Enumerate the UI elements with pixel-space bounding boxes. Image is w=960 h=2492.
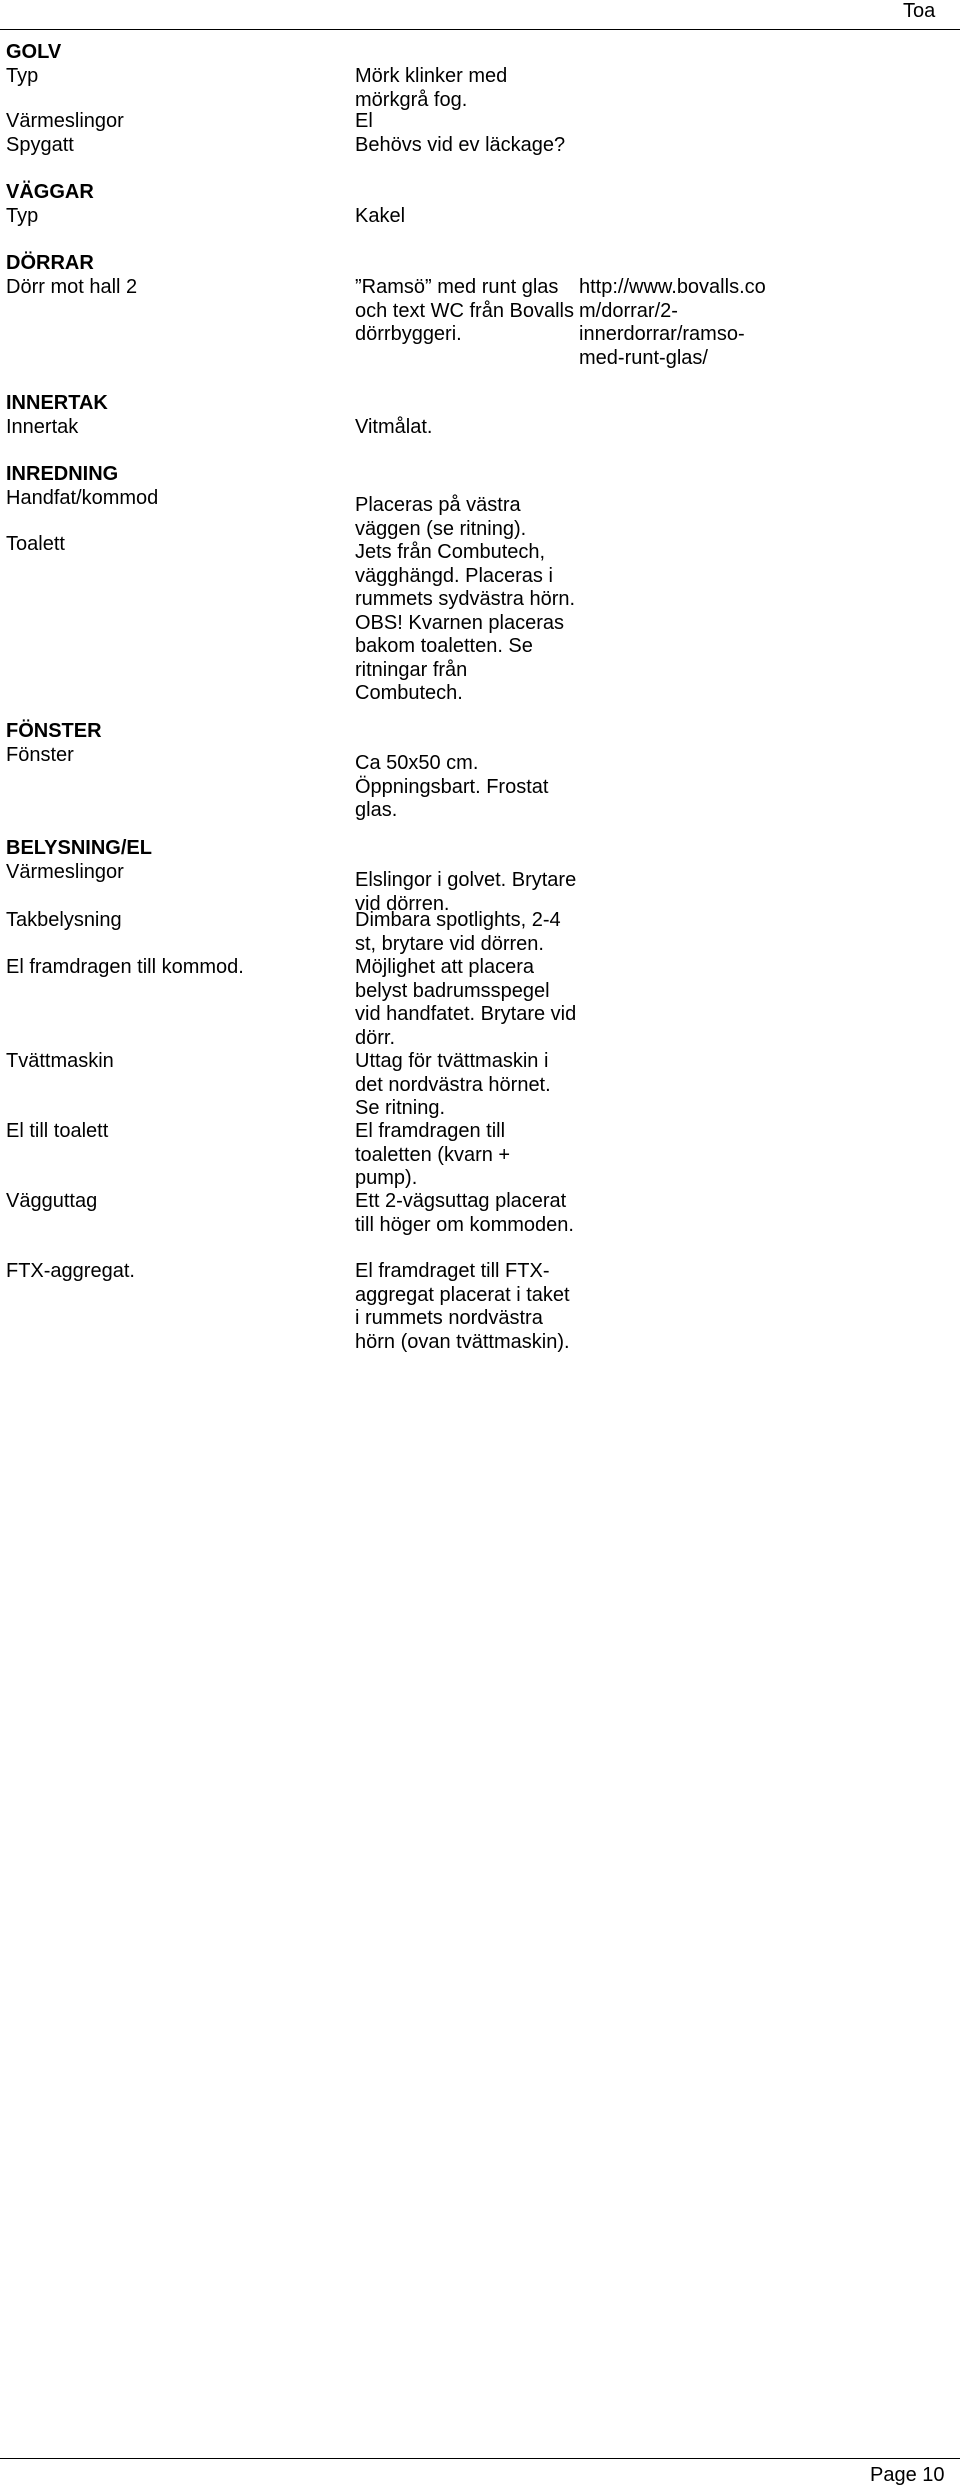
header-label: Toa	[903, 0, 936, 22]
label-golv-varmeslingor: Värmeslingor	[6, 110, 124, 132]
heading-golv: GOLV	[6, 41, 62, 63]
label-vaggar-typ: Typ	[6, 205, 39, 227]
value-handfat: Placeras på västra väggen (se ritning).	[355, 494, 527, 540]
footer-rule	[0, 2458, 960, 2459]
value-innertak: Vitmålat.	[355, 416, 433, 438]
label-tvattmaskin: Tvättmaskin	[6, 1050, 114, 1072]
label-takbelysning: Takbelysning	[6, 909, 122, 931]
label-el-kommod: El framdragen till kommod.	[6, 956, 244, 978]
value-belysning-varmeslingor: Elslingor i golvet. Brytare vid dörren.	[355, 869, 577, 915]
label-handfat: Handfat/kommod	[6, 487, 159, 509]
value-fonster: Ca 50x50 cm. Öppningsbart. Frostat glas.	[355, 752, 549, 821]
page-header	[0, 0, 960, 30]
label-golv-spygatt: Spygatt	[6, 134, 74, 156]
value-ftx: El framdraget till FTX- aggregat placerat i taket i rummets nordvästra hörn (ovan tvättmaskin).	[355, 1260, 570, 1353]
heading-innertak: INNERTAK	[6, 392, 108, 414]
value-takbelysning: Dimbara spotlights, 2-4 st, brytare vid dörren.	[355, 909, 561, 955]
value-vaggar-typ: Kakel	[355, 205, 406, 227]
value-toalett: Jets från Combutech, vägghängd. Placeras i rummets sydvästra hörn. OBS! Kvarnen placeras bakom toaletten. Se ritningar från Combutech.	[355, 541, 576, 704]
label-dorr-mot-hall: Dörr mot hall 2	[6, 276, 138, 298]
value-vagguttag: Ett 2-vägsuttag placerat till höger om kommoden.	[355, 1190, 574, 1236]
value-tvattmaskin: Uttag för tvättmaskin i det nordvästra hörnet. Se ritning.	[355, 1050, 551, 1119]
heading-inredning: INREDNING	[6, 463, 119, 485]
heading-fonster: FÖNSTER	[6, 720, 102, 742]
value-golv-typ: Mörk klinker med mörkgrå fog.	[355, 65, 508, 111]
value-el-kommod: Möjlighet att placera belyst badrumsspegel vid handfatet. Brytare vid dörr.	[355, 956, 577, 1049]
value-golv-varmeslingor: El	[355, 110, 373, 132]
value-golv-spygatt: Behövs vid ev läckage?	[355, 134, 566, 156]
link-bovalls: http://www.bovalls.co m/dorrar/2- innerdorrar/ramso- med-runt-glas/	[579, 276, 766, 369]
label-ftx: FTX-aggregat.	[6, 1260, 135, 1282]
heading-vaggar: VÄGGAR	[6, 181, 94, 203]
heading-dorrar: DÖRRAR	[6, 252, 94, 274]
heading-belysning: BELYSNING/EL	[6, 837, 152, 859]
label-el-toalett: El till toalett	[6, 1120, 109, 1142]
label-innertak: Innertak	[6, 416, 79, 438]
page-number: Page 10	[870, 2464, 945, 2486]
header-rule	[0, 29, 960, 30]
label-golv-typ: Typ	[6, 65, 39, 87]
value-dorr-mot-hall: ”Ramsö” med runt glas och text WC från Bovalls dörrbyggeri.	[355, 276, 574, 345]
label-fonster: Fönster	[6, 744, 74, 766]
value-el-toalett: El framdragen till toaletten (kvarn + pump).	[355, 1120, 511, 1189]
label-toalett: Toalett	[6, 533, 65, 555]
label-belysning-varmeslingor: Värmeslingor	[6, 861, 124, 883]
label-vagguttag: Vägguttag	[6, 1190, 98, 1212]
